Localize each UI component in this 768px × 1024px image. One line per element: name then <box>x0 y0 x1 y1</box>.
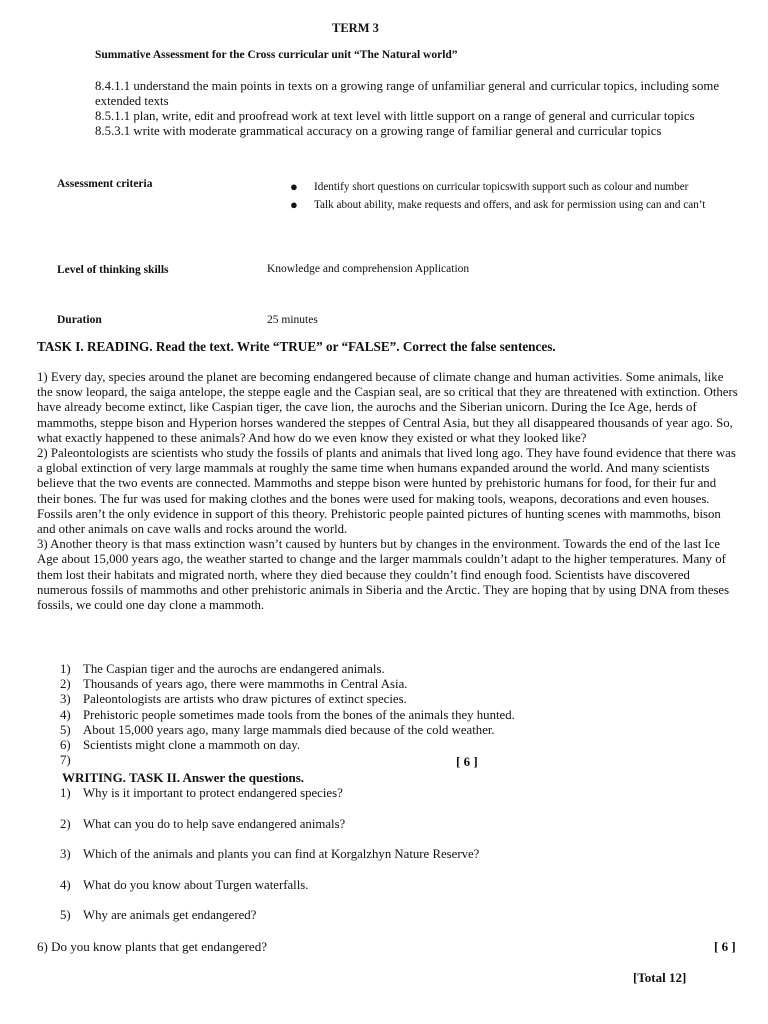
statement-item: 4) Prehistoric people sometimes made tools from the bones of the animals they hunted. <box>60 707 515 722</box>
last-question: 6) Do you know plants that get endangered? <box>37 939 267 954</box>
bullet-icon: ● <box>290 179 298 194</box>
thinking-skills-label: Level of thinking skills <box>57 264 169 276</box>
criteria-item: ● Identify short questions on curricular topicswith support such as colour and number <box>290 179 689 194</box>
duration-label: Duration <box>57 314 102 326</box>
question-item: 4) What do you know about Turgen waterfalls. <box>60 877 309 892</box>
statement-item: 3) Paleontologists are artists who draw pictures of extinct species. <box>60 692 407 707</box>
question-item: 3) Which of the animals and plants you can find at Korgalzhyn Nature Reserve? <box>60 847 480 862</box>
task2-heading: WRITING. TASK II. Answer the questions. <box>62 770 304 785</box>
duration-value: 25 minutes <box>267 314 318 326</box>
question-item: 2) What can you do to help save endangered animals? <box>60 816 346 831</box>
statement-item: 7) <box>60 753 71 768</box>
task1-marks: [ 6 ] <box>456 754 478 769</box>
task2-marks: [ 6 ] <box>714 939 736 954</box>
learning-objectives <box>95 79 735 139</box>
statement-item: 5) About 15,000 years ago, many large mammals died because of the cold weather. <box>60 722 495 737</box>
question-item: 5) Why are animals get endangered? <box>60 908 257 923</box>
reading-paragraph: 1) Every day, species around the planet are becoming endangered because of climate change and human activities. Some animals, like the snow leopard, the saiga antelope, the steppe eagle and the Caspian seal, are so critical that they are threatened with extinction. Others have already become extinct, like Caspian tiger, the cave lion, the aurochs and the Siberian unicorn. During the Ice Age, herds of mammoths, steppe bison and Hyperion horses wandered the steppes of Central Asia, but they all disappeared thousands of year ago. So, what exactly happened to these animals? And how do we even know they existed or what they looked like? <box>37 370 738 445</box>
objective-item: 8.5.1.1 plan, write, edit and proofread work at text level with little support on a range of general and curricular topics <box>95 109 695 123</box>
assessment-criteria-list <box>290 180 730 216</box>
reading-paragraph: 3) Another theory is that mass extinction wasn’t caused by hunters but by changes in the environment. Towards the end of the last Ice Age about 15,000 years ago, the weather started to change and the larger mammals couldn’t adapt to the higher temperatures. Many of them lost their habitats and migrated north, where they died because they couldn’t find enough food. Scientists have discovered numerous fossils of mammoths and other prehistoric animals in Siberia and the Arctic. They are hoping that by using DNA from theses fossils, we could one day clone a mammoth. <box>37 537 730 613</box>
assessment-subtitle: Summative Assessment for the Cross curricular unit “The Natural world” <box>95 49 458 61</box>
objective-item: 8.4.1.1 understand the main points in texts on a growing range of unfamiliar general and curricular topics, including some extended texts <box>95 79 720 108</box>
thinking-skills-value: Knowledge and comprehension Application <box>267 263 470 275</box>
true-false-statements <box>60 662 515 768</box>
bullet-icon: ● <box>290 197 298 212</box>
statement-item: 6) Scientists might clone a mammoth on day. <box>60 737 301 752</box>
statement-item: 2) Thousands of years ago, there were mammoths in Central Asia. <box>60 677 408 692</box>
task1-heading: TASK I. READING. Read the text. Write “TRUE” or “FALSE”. Correct the false sentences. <box>37 339 556 354</box>
objective-item: 8.5.3.1 write with moderate grammatical accuracy on a growing range of familiar general and curricular topics <box>95 124 662 138</box>
statement-item: 1) The Caspian tiger and the aurochs are endangered animals. <box>60 662 385 676</box>
reading-text <box>37 370 741 613</box>
reading-paragraph: 2) Paleontologists are scientists who study the fossils of plants and animals that lived long ago. They have found evidence that there was a global extinction of very large mammals at roughly the same time when humans expanded around the world. And many scientists believe that the two events are connected. Mammoths and steppe bison were hunted by prehistoric humans for food, for their fur and their bones. The fur was used for making clothes and the bones were used for making tools, weapons, decorations and even houses. Fossils aren’t the only evidence in support of this theory. Prehistoric people painted pictures of hunting scenes with mammoths, bison and other animals on cave walls and rocks around the world. <box>37 446 736 537</box>
writing-questions <box>60 786 479 939</box>
question-item: 1) Why is it important to protect endangered species? <box>60 786 343 800</box>
assessment-criteria-label: Assessment criteria <box>57 178 153 190</box>
term-title: TERM 3 <box>332 21 379 35</box>
total-marks: [Total 12] <box>633 970 687 985</box>
criteria-item: ● Talk about ability, make requests and offers, and ask for permission using can and can’t <box>290 197 706 212</box>
